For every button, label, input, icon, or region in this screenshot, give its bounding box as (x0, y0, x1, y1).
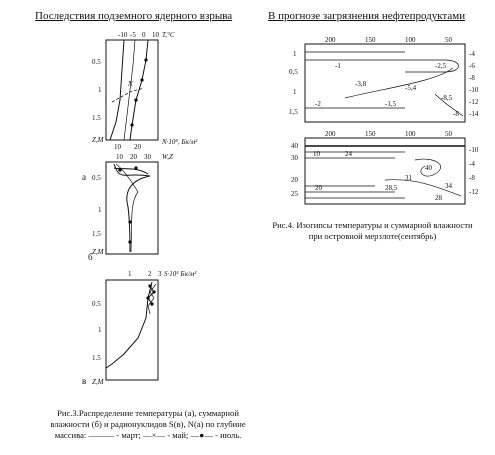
chart-a-depth-tick: 0.5 (92, 58, 101, 66)
isoline-upper-frame (305, 44, 465, 122)
isoline-lower-left-label: 20 (291, 176, 298, 184)
isoline-lower-contour-label: 28,5 (385, 184, 398, 192)
isoline-upper-contour-label: -2,5 (435, 62, 447, 70)
chart-b-depth-tick: 1 (98, 206, 102, 214)
isoline-lower-left-label: 30 (291, 154, 298, 162)
isoline-upper-top-label: 100 (405, 36, 416, 44)
chart-a-depth-tick: 1 (98, 86, 102, 94)
isoline-lower-contour-label: 28 (435, 194, 442, 202)
chart-c-depth-tick: 1 (98, 326, 102, 334)
isoline-lower-right-label: -10 (469, 146, 479, 154)
left-caption-line: массива: ——— - март; —×— - май; —●— - июль. (54, 430, 242, 440)
chart-b (90, 152, 290, 262)
left-caption (28, 408, 268, 441)
isoline-lower-contour-label: 10 (313, 150, 320, 158)
isoline-lower-contour-label: 34 (445, 182, 452, 190)
isoline-upper-right-label: -6 (469, 62, 475, 70)
isoline-upper-contour-label: -1,5 (385, 100, 397, 108)
right-heading: В прогнозе загрязнения нефтепродуктами (268, 10, 466, 22)
isoline-upper-contour-label: -3,8 (355, 80, 367, 88)
chart-b-top-tick: 10 (116, 153, 123, 161)
chart-c-y-label: Z,M (92, 378, 104, 386)
isoline-upper (285, 38, 485, 128)
chart-a-curve-label: N (128, 80, 133, 88)
chart-a-top-tick: -10 (118, 31, 128, 39)
chart-c-top-tick: 1 (128, 270, 132, 278)
isoline-lower-top-label: 50 (445, 130, 452, 138)
isoline-upper-right-label: -14 (469, 110, 479, 118)
isoline-lower-contour-label: 40 (425, 164, 432, 172)
isoline-upper-contour-label: -8,5 (441, 94, 453, 102)
isoline-lower-top-label: 100 (405, 130, 416, 138)
chart-a-x-unit: T,°C (162, 31, 175, 39)
left-caption-line: Рис.3.Распределение температуры (а), суммарной (57, 408, 239, 418)
chart-c-frame (106, 280, 158, 380)
chart-a-top-tick: 0 (142, 31, 146, 39)
isoline-upper-contour-label: -1 (335, 62, 341, 70)
isoline-lower-top-label: 150 (365, 130, 376, 138)
isoline-upper-right-label: -8 (469, 74, 475, 82)
chart-c-top-tick: 3 (158, 270, 162, 278)
isoline-upper-left-label: 1 (293, 88, 297, 96)
left-caption-line: влажности (б) и радионуклидов S(в), N(а) по глубине (50, 419, 246, 429)
chart-a-bottom-tick: 20 (134, 143, 141, 151)
isoline-upper-contour-label: -2 (315, 100, 321, 108)
isoline-lower-contour-label: 20 (315, 184, 322, 192)
right-caption-line: при островной мерзлоте(сентябрь) (308, 231, 437, 241)
isoline-upper-right-label: -10 (469, 86, 479, 94)
isoline-upper-right-label: -4 (469, 50, 475, 58)
chart-c-top-tick: 2 (148, 270, 152, 278)
chart-a-depth-tick: 1.5 (92, 114, 101, 122)
chart-b-top-tick: 20 (130, 153, 137, 161)
chart-b-y-label: Z,M (92, 248, 104, 256)
isoline-upper-top-label: 150 (365, 36, 376, 44)
chart-a-y-label: Z,M (92, 136, 104, 144)
isoline-upper-left-label: 0,5 (289, 68, 298, 76)
isoline-upper-left-label: 1,5 (289, 108, 298, 116)
isoline-lower-right-label: -8 (469, 174, 475, 182)
isoline-upper-top-label: 50 (445, 36, 452, 44)
chart-b-depth-tick: 1.5 (92, 230, 101, 238)
chart-a-top-tick: -5 (130, 31, 136, 39)
isoline-lower-top-label: 200 (325, 130, 336, 138)
chart-b-frame (106, 162, 158, 254)
isoline-upper-contour-label: -8 (453, 110, 459, 118)
isoline-lower-left-label: 40 (291, 142, 298, 150)
chart-a-curve-march (110, 40, 124, 140)
isoline-lower-contour-label: 31 (405, 174, 412, 182)
isoline-upper-left-label: 1 (293, 50, 297, 58)
chart-b-curve-march (114, 164, 150, 252)
chart-b-curve-may (116, 164, 138, 252)
right-caption-line: Рис.4. Изогипсы температуры и суммарной влажности (272, 220, 473, 230)
chart-b-top-tick: 30 (144, 153, 151, 161)
isoline-upper-top-label: 200 (325, 36, 336, 44)
isoline-upper-contour-label: -5,4 (405, 84, 417, 92)
isoline-lower-contour-label: 24 (345, 150, 352, 158)
chart-c-curve-march (106, 282, 152, 368)
chart-c-depth-tick: 0.5 (92, 300, 101, 308)
chart-b-x-unit: W,Z (162, 153, 173, 161)
chart-a (82, 30, 290, 182)
isoline-upper-right-label: -12 (469, 98, 479, 106)
isoline-lower-right-label: -12 (469, 188, 479, 196)
chart-a-letter: а (82, 172, 86, 182)
chart-c-letter: в (82, 376, 87, 386)
chart-a-top-tick: 10 (152, 31, 159, 39)
chart-a-bottom-tick: 10 (114, 143, 121, 151)
isoline-lower-right-label: -4 (469, 160, 475, 168)
chart-c (82, 268, 290, 388)
left-heading: Последствия подземного ядерного взрыва (35, 10, 233, 22)
chart-b-letter: б (88, 252, 93, 262)
chart-a-bottom-label: N·10⁵, Бк/м² (162, 138, 198, 146)
isoline-lower-left-label: 25 (291, 190, 298, 198)
right-caption (255, 220, 490, 242)
chart-b-depth-tick: 0.5 (92, 174, 101, 182)
chart-c-depth-tick: 1.5 (92, 354, 101, 362)
isoline-lower (285, 130, 485, 210)
chart-c-x-unit: S·10⁵ Бк/м² (164, 270, 197, 278)
